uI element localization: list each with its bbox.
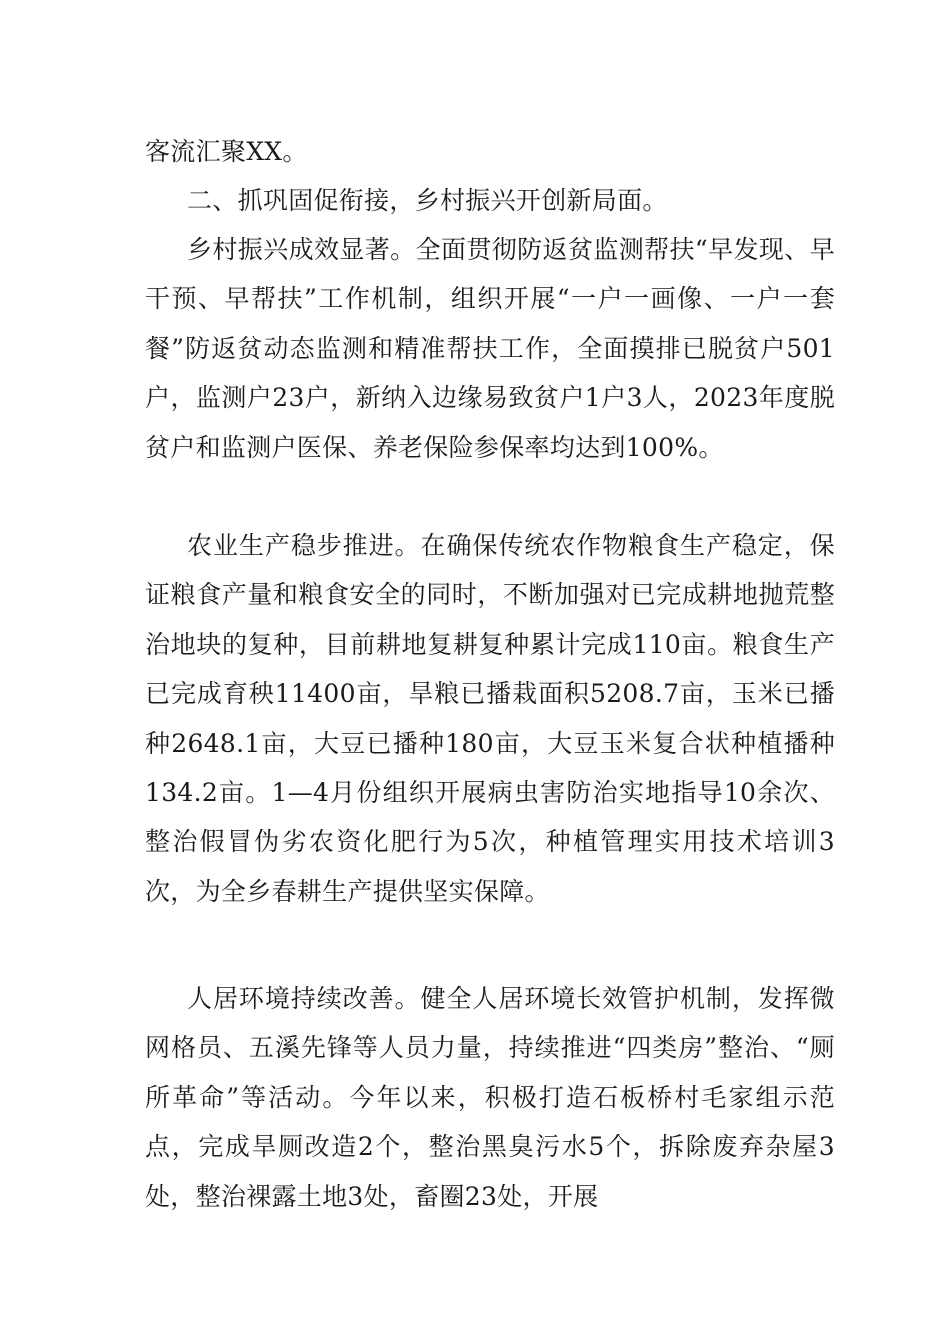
paragraph-living-environment: 人居环境持续改善。健全人居环境长效管护机制，发挥微网格员、五溪先锋等人员力量，持续推进“四类房”整治、“厕所革命”等活动。今年以来，积极打造石板桥村毛家组示范点，完成旱厕改造2个，整治黑臭污水5个，拆除废弃杂屋3处，整治裸露土地3处，畜圈23处，开展: [145, 984, 835, 1211]
continued-paragraph-fragment: 客流汇聚XX。: [145, 137, 308, 166]
paragraph-rural-revitalization: 乡村振兴成效显著。全面贯彻防返贫监测帮扶“早发现、早干预、早帮扶”工作机制，组织开展“一户一画像、一户一套餐”防返贫动态监测和精准帮扶工作，全面摸排已脱贫户501户，监测户23户，新纳入边缘易致贫户1户3人，2023年度脱贫户和监测户医保、养老保险参保率均达到100%。: [145, 235, 835, 462]
paragraph-agricultural-production: 农业生产稳步推进。在确保传统农作物粮食生产稳定，保证粮食产量和粮食安全的同时，不断加强对已完成耕地抛荒整治地块的复种，目前耕地复耕复种累计完成110亩。粮食生产已完成育秧11400亩，旱粮已播栽面积5208.7亩，玉米已播种2648.1亩，大豆已播种180亩，大豆玉米复合状种植播种134.2亩。1—4月份组织开展病虫害防治实地指导10余次、整治假冒伪劣农资化肥行为5次，种植管理实用技术培训3次，为全乡春耕生产提供坚实保障。: [145, 531, 835, 906]
section-heading: 二、抓巩固促衔接，乡村振兴开创新局面。: [187, 186, 668, 215]
